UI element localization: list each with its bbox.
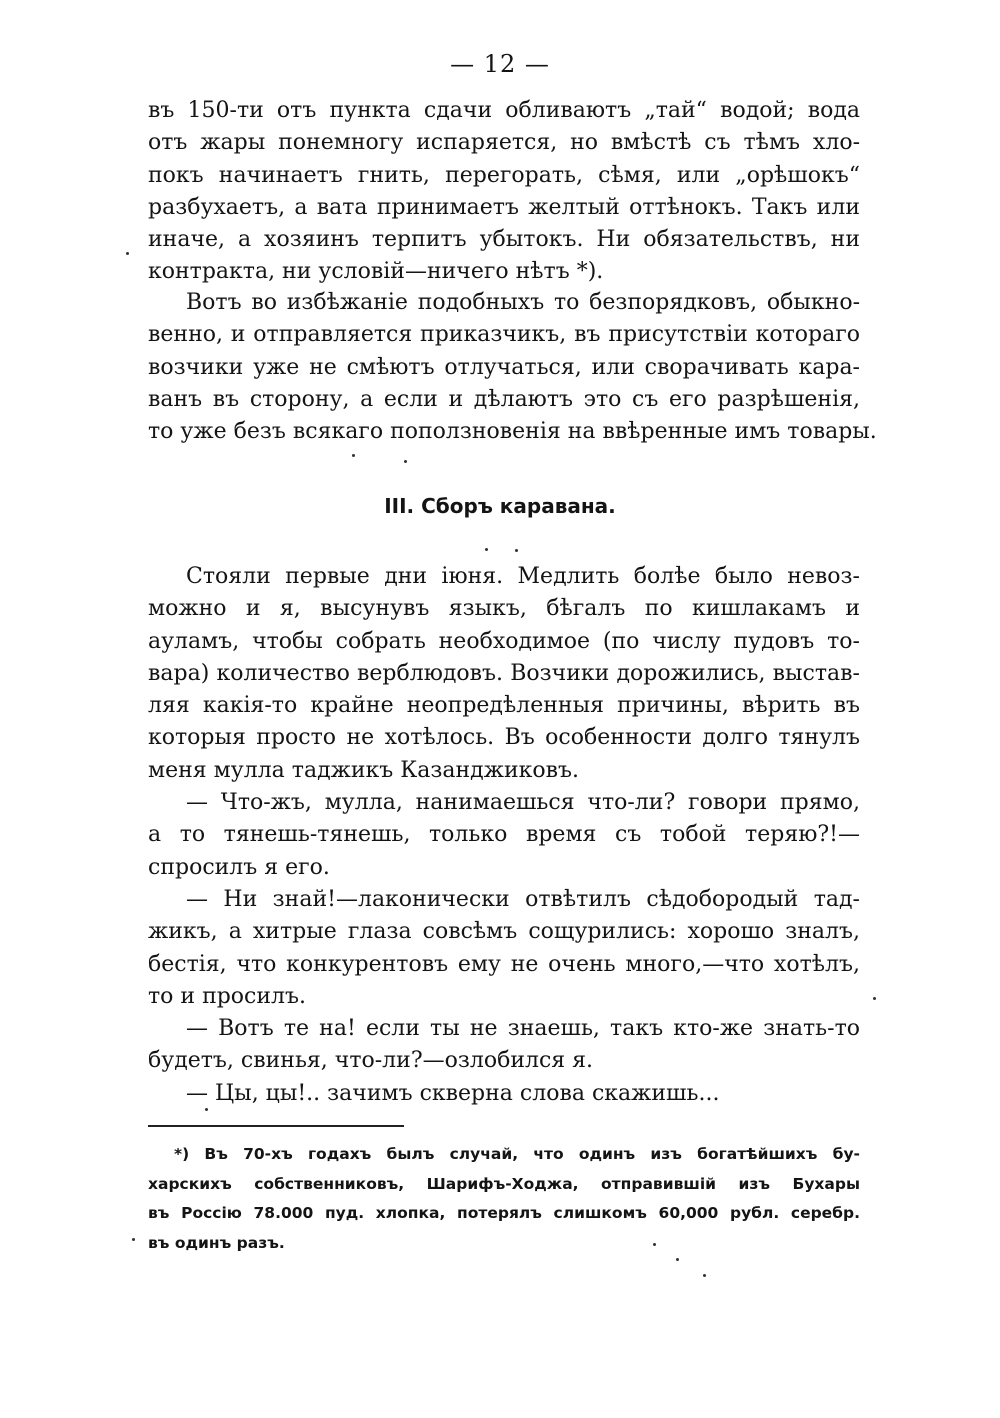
paragraph [148,95,860,289]
text-line: иначе, а хозяинъ терпитъ убытокъ. Ни обязательствъ, ни [148,227,860,253]
text-line: вара) количество верблюдовъ. Возчики дорожились, выстав- [148,660,860,686]
text-line: ванъ въ сторону, а если и дѣлаютъ это съ его разрѣшенія, [148,386,860,412]
scan-speck [132,1238,135,1241]
scan-speck [653,1243,656,1246]
text-line: — Что-жъ, мулла, нанимаешься что-ли? говори прямо, [186,790,860,816]
text-line: то и просилъ. [148,983,307,1009]
footnote-divider [148,1125,404,1127]
footnote-line: въ одинъ разъ. [148,1233,285,1252]
text-line: то уже безъ всякаго поползновенія на ввѣренные имъ товары. [148,419,877,445]
text-line: контракта, ни условій—ничего нѣтъ *). [148,259,604,285]
text-line: — Вотъ те на! если ты не знаешь, такъ кто-же знать-то [186,1016,860,1042]
footnote-line: въ Россію 78.000 пуд. хлопка, потерялъ слишкомъ 60,000 рубл. серебр. [148,1204,860,1222]
scan-speck [404,460,407,463]
text-line: которыя просто не хотѣлось. Въ особенности долго тянулъ [148,725,860,751]
text-line: — Цы, цы!.. зачимъ скверна слова скажишь... [186,1080,720,1106]
text-line: венно, и отправляется приказчикъ, въ присутствіи котораго [148,322,860,348]
scan-speck [676,1258,679,1261]
text-line: покъ начинаетъ гнить, перегорать, сѣмя, или „орѣшокъ“ [148,162,860,188]
text-line: спросилъ я его. [148,854,330,880]
text-line: разбухаетъ, а вата принимаетъ желтый оттѣнокъ. Такъ или [148,194,860,220]
text-line: въ 150-ти отъ пункта сдачи обливаютъ „тай“ водой; вода [148,98,860,123]
text-line: а то тянешь-тянешь, только время съ тобой теряю?!— [148,822,860,848]
section-heading: III. Сборъ каравана. [384,494,616,518]
text-line: — Ни знай!—лаконически отвѣтилъ сѣдобородый тад- [186,886,860,912]
scan-speck [873,997,876,1000]
text-line: ауламъ, чтобы собрать необходимое (по числу пудовъ то- [148,628,860,654]
text-line: Вотъ во избѣжаніе подобныхъ то безпорядковъ, обыкно- [186,290,860,315]
text-line: можно и я, высунувъ языкъ, бѣгалъ по кишлакамъ и [148,596,860,622]
text-line: возчики уже не смѣютъ отлучаться, или сворачивать кара- [148,354,860,380]
scan-speck [352,454,355,457]
page-number: — 12 — [450,50,550,78]
text-line: будетъ, свинья, что-ли?—озлобился я. [148,1048,594,1074]
text-line: меня мулла таджикъ Казанджиковъ. [148,757,579,783]
text-line: жикъ, а хитрые глаза совсѣмъ сощурились: хорошо зналъ, [148,919,860,945]
scan-speck [485,548,488,551]
scan-speck [205,1108,208,1111]
section-body [148,561,860,1110]
text-line: отъ жары понемногу испаряется, но вмѣстѣ съ тѣмъ хло- [148,130,860,156]
text-line: бестія, что конкурентовъ ему не очень много,—что хотѣлъ, [148,951,860,977]
footnote-line: харскихъ собственниковъ, Шарифъ-Ходжа, отправившій изъ Бухары [148,1174,860,1193]
text-line: Стояли первые дни іюня. Медлить болѣе было невоз- [186,564,860,589]
footnote-line: *) Въ 70-хъ годахъ былъ случай, что одинъ изъ богатѣйшихъ бу- [174,1145,860,1163]
scan-speck [126,252,129,255]
paragraph [148,287,877,448]
text-line: ляя какія-то крайне неопредѣленныя причины, вѣрить въ [148,693,860,719]
scan-speck [515,549,518,552]
footnote [148,1140,860,1258]
scan-speck [703,1274,706,1277]
